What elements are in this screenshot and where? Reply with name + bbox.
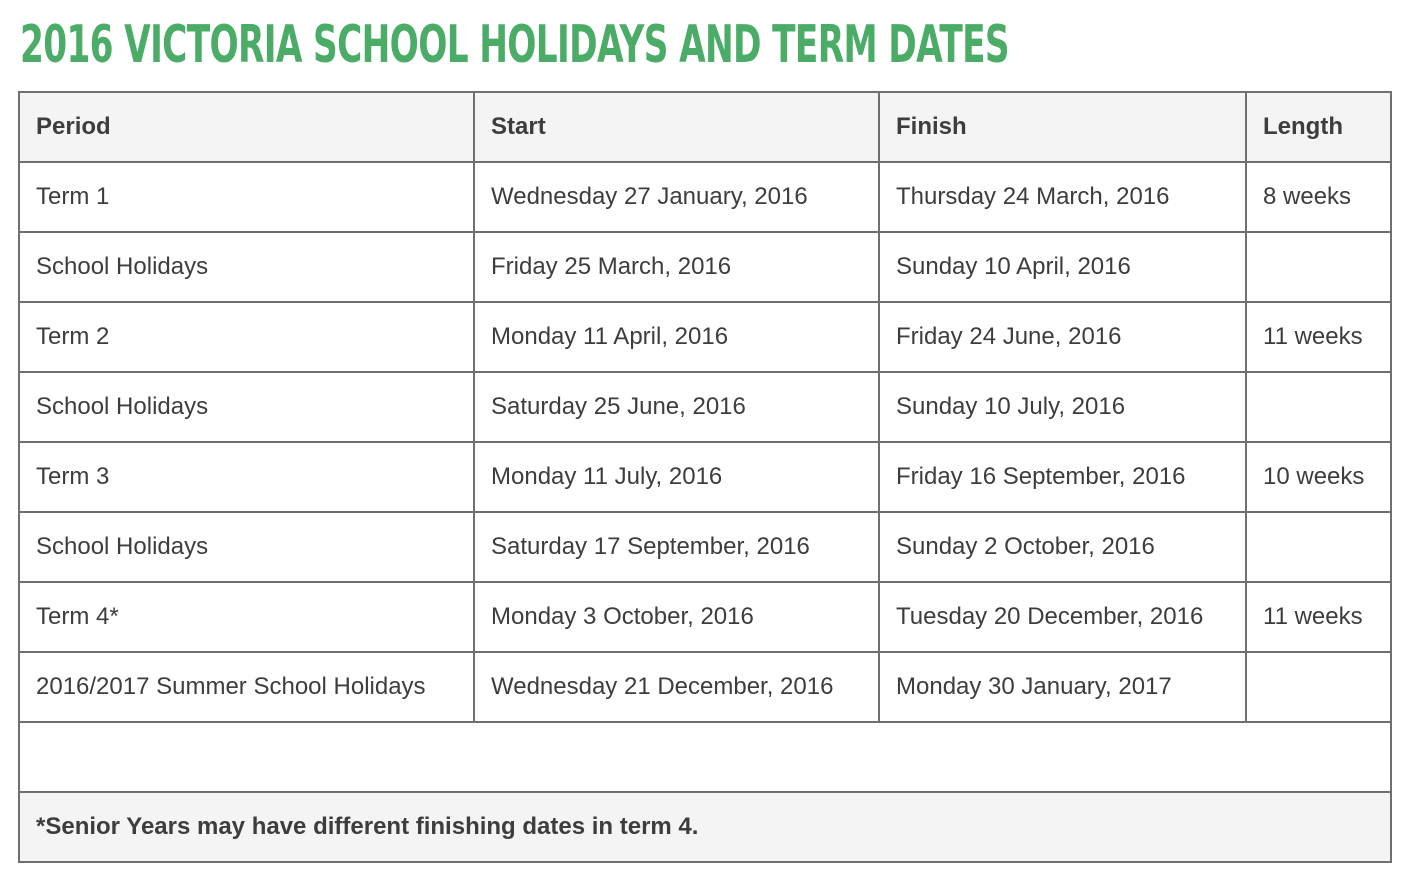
period-cell: Term 1	[19, 162, 474, 232]
page-title: 2016 VICTORIA SCHOOL HOLIDAYS AND TERM DATES	[20, 15, 1009, 75]
length-cell: 8 weeks	[1246, 162, 1391, 232]
start-cell: Friday 25 March, 2016	[474, 232, 879, 302]
table-row	[19, 442, 1391, 512]
period-cell: Term 2	[19, 302, 474, 372]
table-row	[19, 302, 1391, 372]
period-cell: School Holidays	[19, 512, 474, 582]
length-cell: 10 weeks	[1246, 442, 1391, 512]
start-cell: Monday 3 October, 2016	[474, 582, 879, 652]
blank-cell	[19, 722, 1391, 792]
start-cell: Saturday 25 June, 2016	[474, 372, 879, 442]
finish-cell: Thursday 24 March, 2016	[879, 162, 1246, 232]
header-length: Length	[1246, 92, 1391, 162]
table-row	[19, 372, 1391, 442]
start-cell: Wednesday 27 January, 2016	[474, 162, 879, 232]
finish-cell: Sunday 10 July, 2016	[879, 372, 1246, 442]
length-cell	[1246, 372, 1391, 442]
finish-cell: Tuesday 20 December, 2016	[879, 582, 1246, 652]
table-row	[19, 232, 1391, 302]
start-cell: Monday 11 April, 2016	[474, 302, 879, 372]
length-cell	[1246, 652, 1391, 722]
start-cell: Saturday 17 September, 2016	[474, 512, 879, 582]
period-cell: School Holidays	[19, 232, 474, 302]
finish-cell: Friday 16 September, 2016	[879, 442, 1246, 512]
finish-cell: Sunday 2 October, 2016	[879, 512, 1246, 582]
length-cell: 11 weeks	[1246, 582, 1391, 652]
start-cell: Monday 11 July, 2016	[474, 442, 879, 512]
length-cell	[1246, 512, 1391, 582]
length-cell	[1246, 232, 1391, 302]
footnote-row	[19, 792, 1391, 862]
header-period: Period	[19, 92, 474, 162]
finish-cell: Monday 30 January, 2017	[879, 652, 1246, 722]
table-row	[19, 582, 1391, 652]
period-cell: School Holidays	[19, 372, 474, 442]
table-row	[19, 512, 1391, 582]
period-cell: 2016/2017 Summer School Holidays	[19, 652, 474, 722]
finish-cell: Friday 24 June, 2016	[879, 302, 1246, 372]
period-cell: Term 4*	[19, 582, 474, 652]
start-cell: Wednesday 21 December, 2016	[474, 652, 879, 722]
period-cell: Term 3	[19, 442, 474, 512]
footnote: *Senior Years may have different finishing dates in term 4.	[19, 792, 1391, 862]
term-dates-table	[18, 91, 1392, 863]
length-cell: 11 weeks	[1246, 302, 1391, 372]
header-start: Start	[474, 92, 879, 162]
table-row	[19, 162, 1391, 232]
blank-row	[19, 722, 1391, 792]
header-finish: Finish	[879, 92, 1246, 162]
table-header-row	[19, 92, 1391, 162]
finish-cell: Sunday 10 April, 2016	[879, 232, 1246, 302]
table-row	[19, 652, 1391, 722]
